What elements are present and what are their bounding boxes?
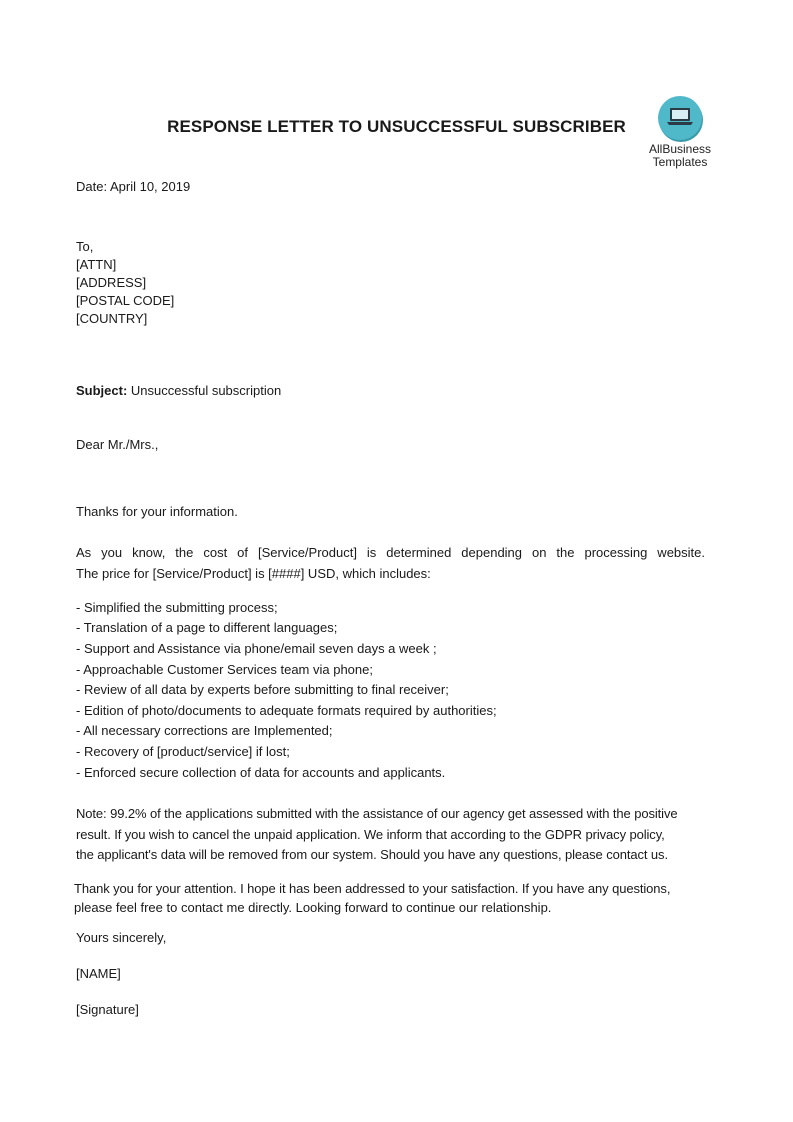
address-line: [POSTAL CODE] [76,293,175,308]
greeting: Dear Mr./Mrs., [76,437,159,452]
list-item: - Review of all data by experts before submitting to final receiver; [76,682,449,697]
list-item: - Enforced secure collection of data for accounts and applicants. [76,765,446,780]
document-title: RESPONSE LETTER TO UNSUCCESSFUL SUBSCRIBER [167,117,626,136]
list-item: - All necessary corrections are Implemented; [76,723,333,738]
intro-line-2: The price for [Service/Product] is [####] USD, which includes: [76,566,431,581]
laptop-icon [658,96,702,140]
address-line: To, [76,239,94,254]
list-item: - Approachable Customer Services team via phone; [76,662,373,677]
letter-date: Date: April 10, 2019 [76,179,191,194]
closing-line: Thank you for your attention. I hope it has been addressed to your satisfaction. If you have any questions, [74,881,671,896]
note-line: the applicant's data will be removed from our system. Should you have any questions, please contact us. [76,847,668,862]
signoff: Yours sincerely, [76,930,167,945]
subject-label: Subject: [76,383,128,398]
signature-placeholder: [Signature] [76,1002,139,1017]
logo-line-1: AllBusiness [648,142,712,156]
address-line: [ADDRESS] [76,275,147,290]
subject-text: Unsuccessful subscription [127,383,282,398]
address-line: [COUNTRY] [76,311,148,326]
thanks-line: Thanks for your information. [76,504,238,519]
intro-line-1: As you know, the cost of [Service/Product] is determined depending on the processing website. [76,545,705,560]
note-line: Note: 99.2% of the applications submitted with the assistance of our agency get assessed with the positive [76,806,678,821]
list-item: - Edition of photo/documents to adequate formats required by authorities; [76,703,497,718]
subject-line [76,382,281,400]
list-item: - Support and Assistance via phone/email seven days a week ; [76,641,437,656]
sender-name: [NAME] [76,966,121,981]
note-line: result. If you wish to cancel the unpaid application. We inform that according to the GDPR privacy policy, [76,827,665,842]
logo-line-2: Templates [652,155,708,169]
list-item: - Recovery of [product/service] if lost; [76,744,290,759]
closing-line: please feel free to contact me directly. Looking forward to continue our relationship. [74,900,552,915]
list-item: - Simplified the submitting process; [76,600,278,615]
allbusiness-logo [640,96,720,169]
list-item: - Translation of a page to different languages; [76,620,338,635]
address-line: [ATTN] [76,257,117,272]
